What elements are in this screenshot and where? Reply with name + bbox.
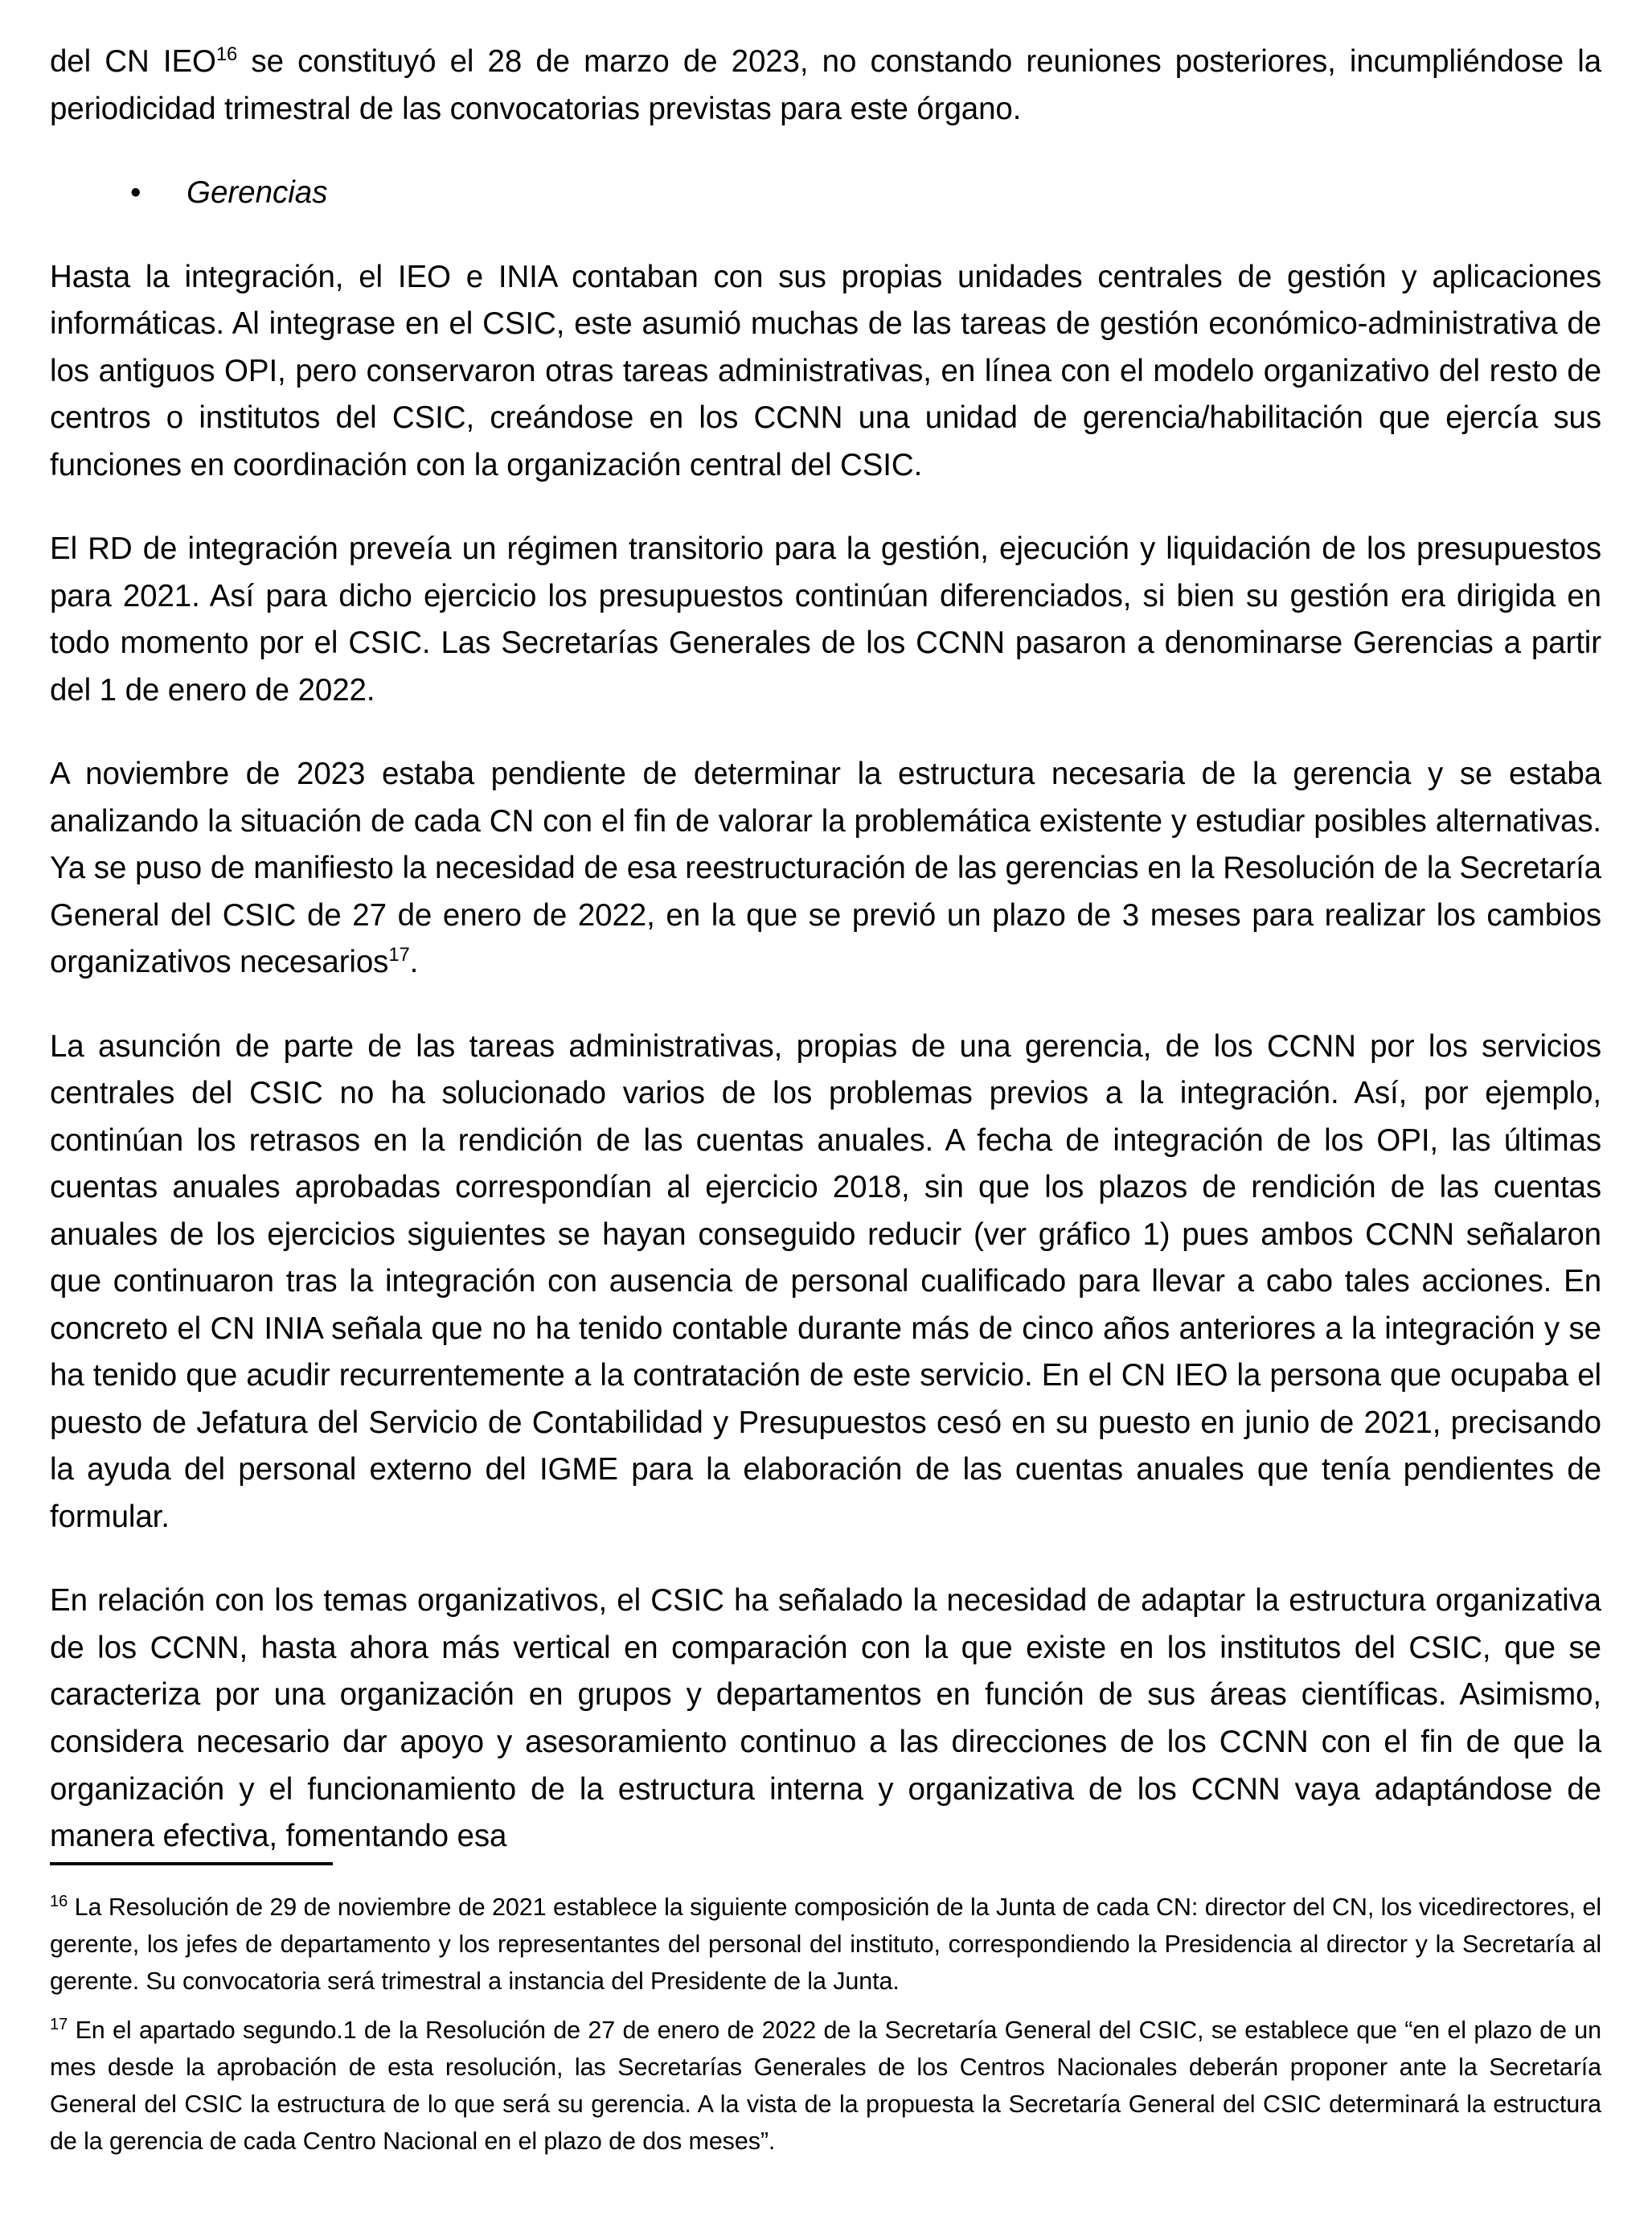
paragraph-4-text-before-ref: A noviembre de 2023 estaba pendiente de determinar la estructura necesaria de la gerencia y se estaba analizando la situación de cada CN con el fin de valorar la problemática existente y estudiar posibles alternativas. Ya se puso de manifiesto la necesidad de esa reestructuración de las gerencias en la Resolución de la Secretaría General del CSIC de 27 de enero de 2022, en la que se previó un plazo de 3 meses para realizar los cambios organizativos necesarios: [50, 757, 1601, 980]
paragraph-1-text-before-ref: del CN IEO: [50, 44, 216, 79]
paragraph-3: El RD de integración preveía un régimen transitorio para la gestión, ejecución y liquidación de los presupuestos para 2021. Así para dicho ejercicio los presupuestos continúan diferenciados, si bien su gestión era dirigida en todo momento por el CSIC. Las Secretarías Generales de los CCNN pasaron a denominarse Gerencias a partir del 1 de enero de 2022.: [50, 531, 1601, 708]
document-body: [50, 39, 1601, 1861]
footnote-area: [50, 1862, 1601, 2160]
paragraph-6: En relación con los temas organizativos, el CSIC ha señalado la necesidad de adaptar la estructura organizativa de los CCNN, hasta ahora más vertical en comparación con la que existe en los institutos del CSIC, que se caracteriza por una organización en grupos y departamentos en función de sus áreas científicas. Asimismo, considera necesario dar apoyo y asesoramiento continuo a las direcciones de los CCNN con el fin de que la organización y el funcionamiento de la estructura interna y organizativa de los CCNN vaya adaptándose de manera efectiva, fomentando esa: [50, 1583, 1601, 1854]
footnote-16-text: La Resolución de 29 de noviembre de 2021 establece la siguiente composición de la Junta de cada CN: director del CN, los vicedirectores, el gerente, los jefes de departamento y los representantes del personal del instituto, correspondiendo la Presidencia al director y la Secretaría al gerente. Su convocatoria será trimestral a instancia del Presidente de la Junta.: [50, 1894, 1601, 1995]
paragraph-1: [50, 39, 1601, 133]
footnote-17: [50, 2012, 1601, 2160]
bullet-item-gerencias: [50, 170, 1601, 217]
paragraph-4: [50, 751, 1601, 987]
paragraph-5: La asunción de parte de las tareas administrativas, propias de una gerencia, de los CCNN por los servicios centrales del CSIC no ha solucionado varios de los problemas previos a la integración. Así, por ejemplo, continúan los retrasos en la rendición de las cuentas anuales. A fecha de integración de los OPI, las últimas cuentas anuales aprobadas correspondían al ejercicio 2018, sin que los plazos de rendición de las cuentas anuales de los ejercicios siguientes se hayan conseguido reducir (ver gráfico 1) pues ambos CCNN señalaron que continuaron tras la integración con ausencia de personal cualificado para llevar a cabo tales acciones. En concreto el CN INIA señala que no ha tenido contable durante más de cinco años anteriores a la integración y se ha tenido que acudir recurrentemente a la contratación de este servicio. En el CN IEO la persona que ocupaba el puesto de Jefatura del Servicio de Contabilidad y Presupuestos cesó en su puesto en junio de 2021, precisando la ayuda del personal externo del IGME para la elaboración de las cuentas anuales que tenía pendientes de formular.: [50, 1028, 1601, 1534]
paragraph-2: Hasta la integración, el IEO e INIA contaban con sus propias unidades centrales de gestión y aplicaciones informáticas. Al integrase en el CSIC, este asumió muchas de las tareas de gestión económico-administrativa de los antiguos OPI, pero conservaron otras tareas administrativas, en línea con el modelo organizativo del resto de centros o institutos del CSIC, creándose en los CCNN una unidad de gerencia/habilitación que ejercía sus funciones en coordinación con la organización central del CSIC.: [50, 259, 1601, 482]
bullet-marker-icon: •: [130, 175, 141, 211]
footnote-separator-rule: [50, 1862, 333, 1865]
footnote-reference-16[interactable]: 16: [215, 43, 238, 66]
footnote-16: [50, 1889, 1601, 2000]
footnote-17-text: En el apartado segundo.1 de la Resolución de 27 de enero de 2022 de la Secretaría General del CSIC, se establece que “en el plazo de un mes desde la aprobación de esta resolución, las Secretarías Generales de los Centros Nacionales deberán proponer ante la Secretaría General del CSIC la estructura de lo que será su gerencia. A la vista de la propuesta la Secretaría General del CSIC determinará la estructura de la gerencia de cada Centro Nacional en el plazo de dos meses”.: [50, 2017, 1601, 2155]
footnote-number-16: 16: [50, 1892, 68, 1910]
paragraph-4-text-after-ref: .: [409, 945, 419, 980]
footnote-number-17: 17: [50, 2016, 68, 2034]
paragraph-1-text-after-ref: se constituyó el 28 de marzo de 2023, no constando reuniones posteriores, incumpliéndose la periodicidad trimestral de las convocatorias previstas para este órgano.: [50, 44, 1602, 126]
footnote-reference-17[interactable]: 17: [388, 944, 410, 966]
bullet-item-label: Gerencias: [187, 175, 328, 211]
